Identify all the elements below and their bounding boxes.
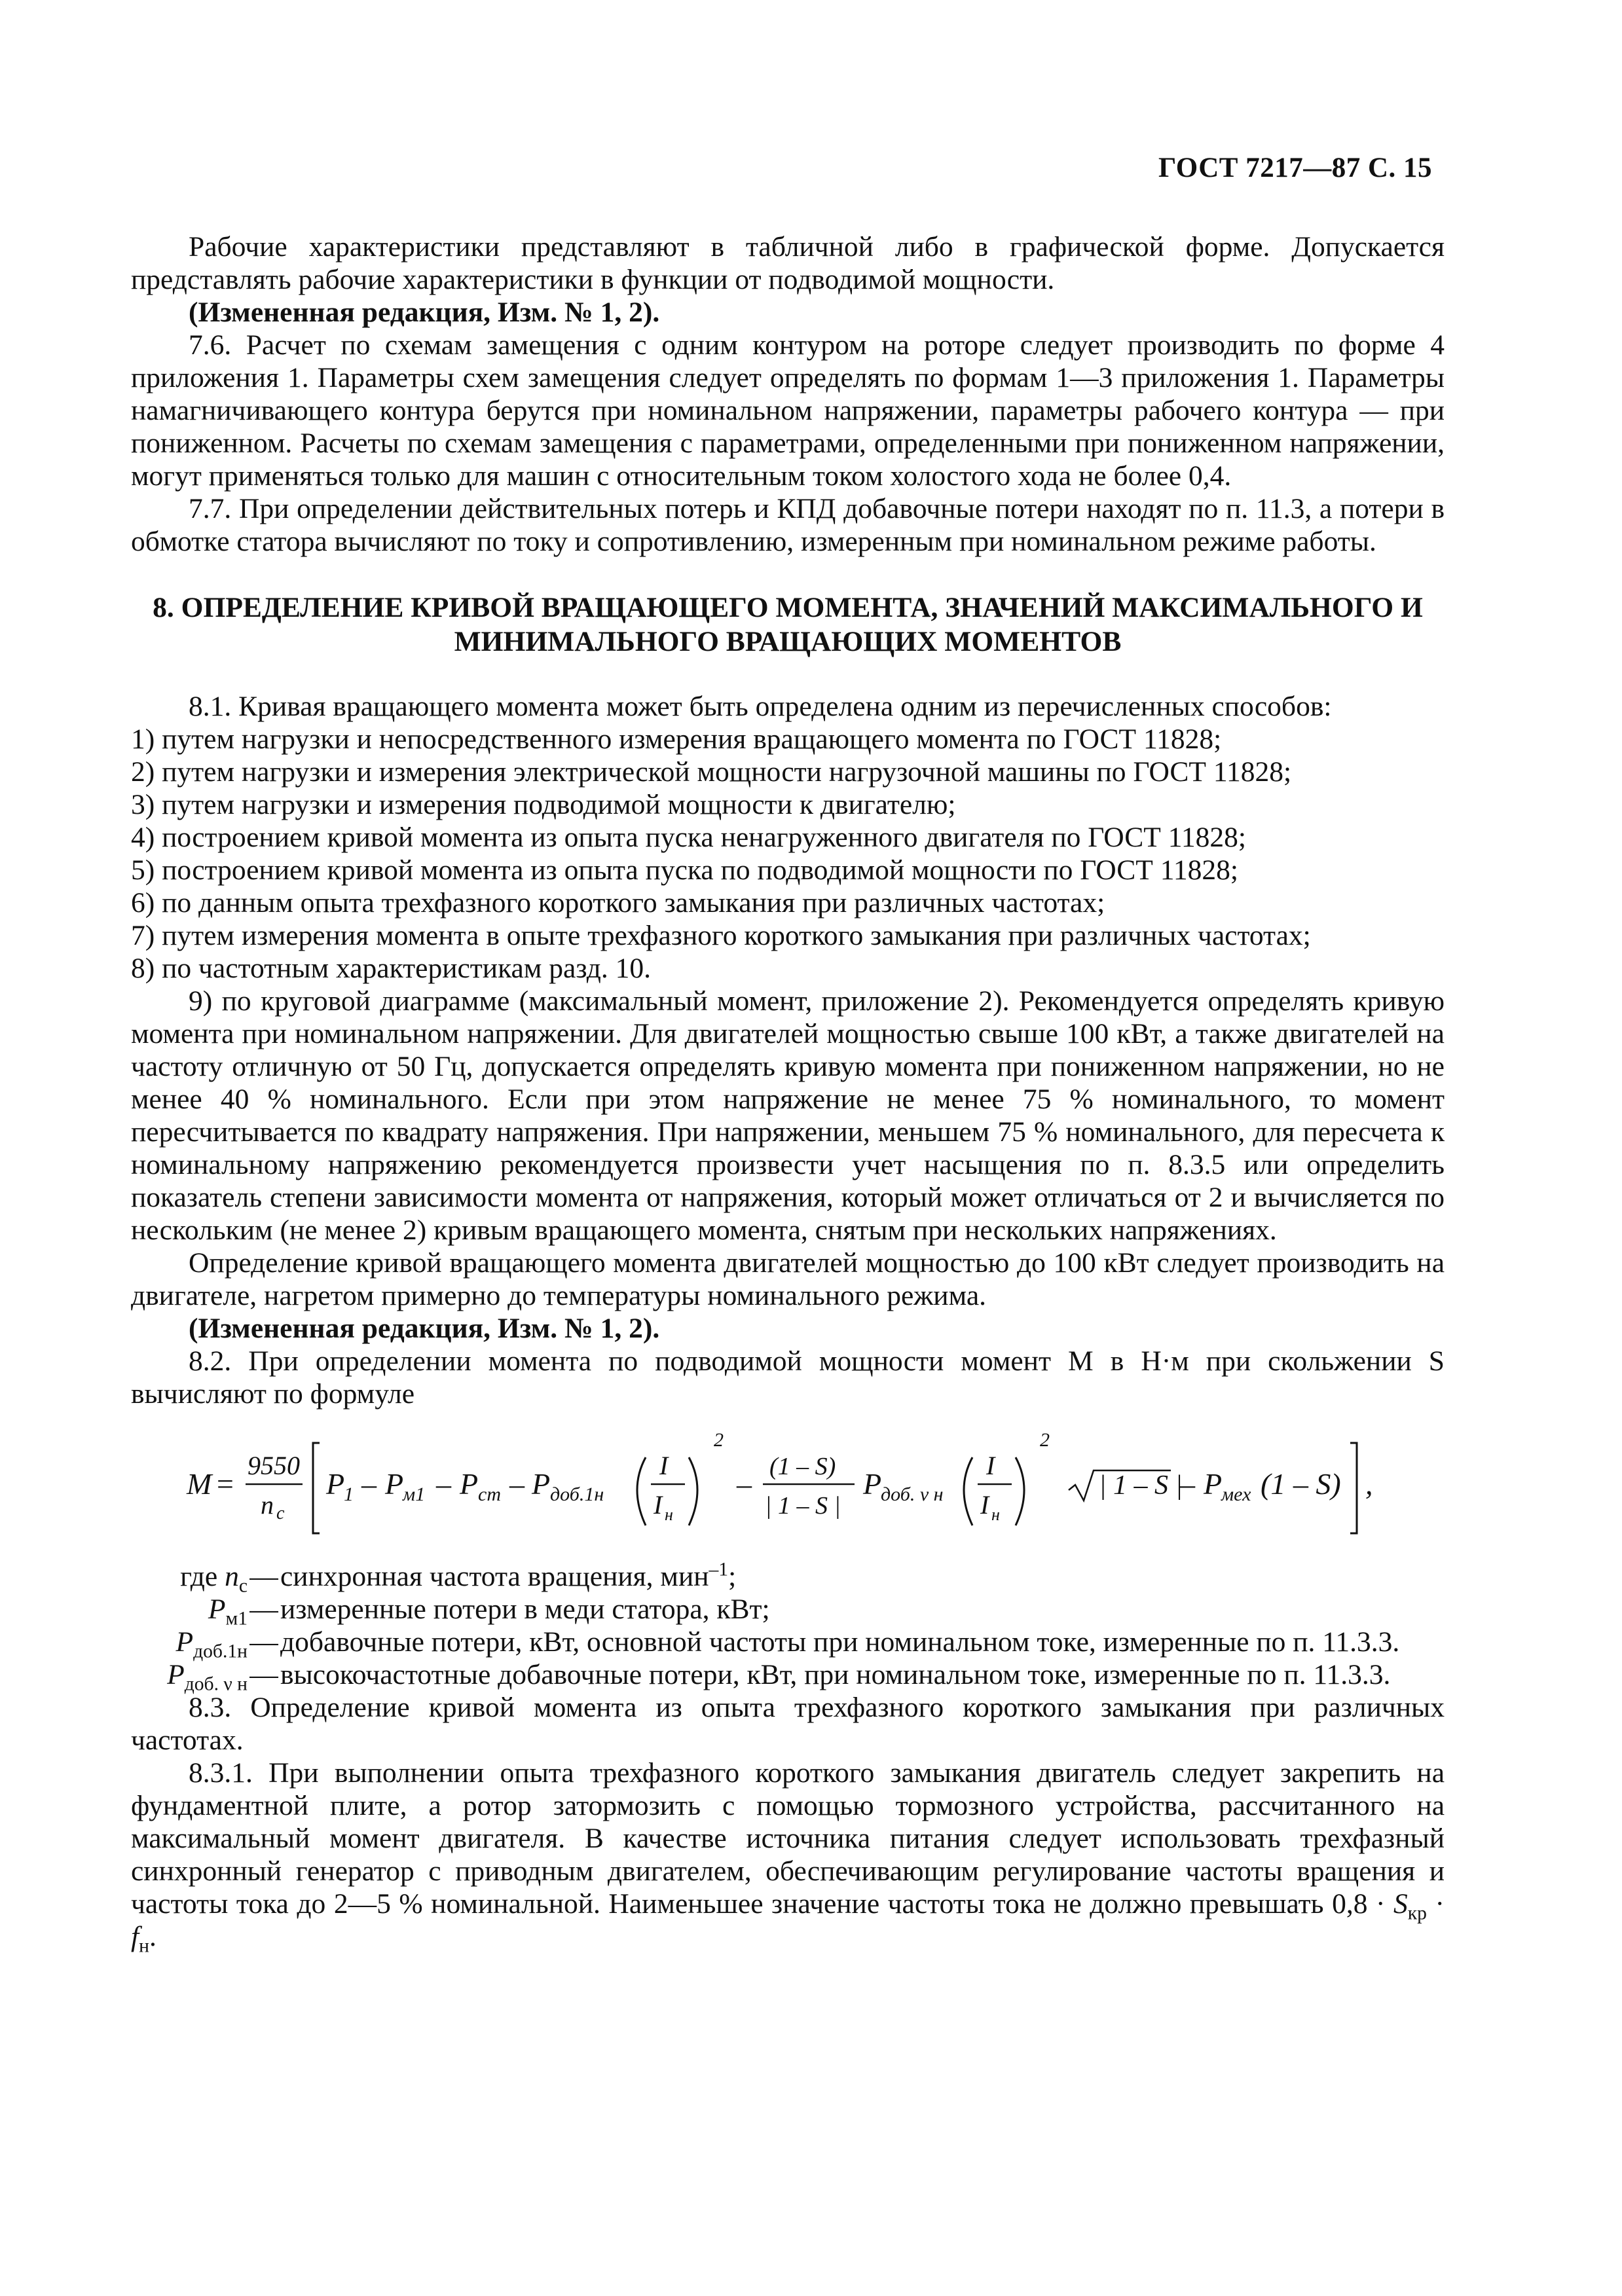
- svg-text:мех: мех: [1221, 1484, 1251, 1505]
- svg-text:c: c: [276, 1503, 285, 1523]
- formula-lhs: M: [187, 1467, 212, 1501]
- document-body: [131, 230, 1445, 1957]
- svg-text:=: =: [215, 1467, 236, 1501]
- paragraph-torque-curve-definition: Определение кривой вращающего момента двигателей мощностью до 100 кВт следует производить на двигателе, нагретом примерно до температуры номинального режима.: [131, 1247, 1445, 1311]
- list-item: 1) путем нагрузки и непосредственного измерения вращающего момента по ГОСТ 11828;: [131, 723, 1222, 755]
- svg-text:н: н: [991, 1505, 1000, 1524]
- svg-text:n: n: [261, 1490, 274, 1520]
- list-item: 3) путем нагрузки и измерения подводимой мощности к двигателю;: [131, 789, 956, 820]
- definition-row: $P_{м1}$ — измеренные потери в меди статора, кВт;: [208, 1594, 770, 1630]
- paragraph-7-7: 7.7. При определении действительных потерь и КПД добавочные потери находят по п. 11.3, а потери в обмотке статора вычисляют по току и сопротивлению, измеренным при номинальном режиме работы.: [131, 493, 1445, 557]
- svg-text:1: 1: [344, 1484, 354, 1505]
- list-item: 5) построением кривой момента из опыта пуска по подводимой мощности по ГОСТ 11828;: [131, 854, 1238, 886]
- svg-text:I: I: [980, 1490, 989, 1520]
- paragraph-8-3-1: 8.3.1. При выполнении опыта трехфазного короткого замыкания двигатель следует закрепить на фундаментной плите, а ротор затормозить с помощью тормозного устройства, рассчитанного на максимальный момент двигателя. В качестве источника питания следует использовать трехфазный синхронный генератор с приводным двигателем, обеспечивающим регулирование частоты вращения и частоты тока до 2—5 % номинальной. Наименьшее значение частоты тока не должно превышать $0,8 \cdot S_{кр} \cdot f_н$.: [131, 1757, 1445, 1957]
- svg-text:(1 – S): (1 – S): [769, 1453, 836, 1480]
- svg-text:м1: м1: [403, 1484, 426, 1505]
- svg-text:2: 2: [1040, 1429, 1050, 1451]
- svg-text:I: I: [659, 1451, 669, 1480]
- svg-text:ст: ст: [478, 1484, 501, 1505]
- paragraph-8-2: 8.2. При определении момента по подводимой мощности момент М в Н·м при скольжении S вычисляют по формуле: [131, 1345, 1445, 1410]
- torque-formula: [131, 1417, 1445, 1551]
- definition-row: где $n_с$ — синхронная частота вращения, мин$^{-1}$;: [180, 1559, 737, 1597]
- svg-text:–: –: [1180, 1467, 1195, 1501]
- list-item: 2) путем нагрузки и измерения электрической мощности нагрузочной машины по ГОСТ 11828;: [131, 756, 1292, 788]
- svg-text:| 1 – S |: | 1 – S |: [1099, 1470, 1183, 1501]
- svg-text:–: –: [361, 1467, 377, 1501]
- page-header: ГОСТ 7217—87 С. 15: [1158, 153, 1432, 183]
- definition-row: $P_{доб. \nu н}$ — высокочастотные добавочные потери, кВт, при номинальном токе, измеренные по п. 11.3.3.: [167, 1659, 1391, 1695]
- svg-text:–: –: [737, 1467, 752, 1501]
- svg-text:P: P: [326, 1467, 345, 1501]
- svg-text:доб. ν н: доб. ν н: [881, 1484, 944, 1505]
- svg-text:доб.1н: доб.1н: [550, 1484, 604, 1505]
- list-item: 4) построением кривой момента из опыта пуска ненагруженного двигателя по ГОСТ 11828;: [131, 822, 1246, 853]
- paragraph-7-6: 7.6. Расчет по схемам замещения с одним контуром на роторе следует производить по форме 4 приложения 1. Параметры схем замещения следует определять по формам 1—3 приложения 1. Параметры намагничивающего контура берутся при номинальном напряжении, параметры рабочего контура — при пониженном. Расчеты по схемам замещения с параметрами, определенными при пониженном напряжении, могут применяться только для машин с относительным током холостого хода не более 0,4.: [131, 329, 1445, 492]
- svg-text:| 1 – S |: | 1 – S |: [765, 1492, 841, 1520]
- svg-text:–: –: [436, 1467, 451, 1501]
- svg-text:I: I: [654, 1490, 663, 1520]
- paragraph-8-3: 8.3. Определение кривой момента из опыта трехфазного короткого замыкания при различных частотах.: [131, 1692, 1445, 1756]
- amendment-note: (Измененная редакция, Изм. № 1, 2).: [189, 297, 660, 328]
- svg-text:(1 – S): (1 – S): [1261, 1467, 1341, 1501]
- svg-text:P: P: [1204, 1467, 1223, 1501]
- variable-definitions: [131, 1559, 1445, 1695]
- svg-text:2: 2: [714, 1429, 724, 1451]
- svg-text:I: I: [986, 1451, 995, 1480]
- list-item: 8) по частотным характеристикам разд. 10.: [131, 953, 651, 984]
- section-8-title: 8. ОПРЕДЕЛЕНИЕ КРИВОЙ ВРАЩАЮЩЕГО МОМЕНТА, ЗНАЧЕНИЙ МАКСИМАЛЬНОГО И МИНИМАЛЬНОГО ВРАЩАЮЩИХ МОМЕНТОВ: [153, 592, 1423, 657]
- svg-text:,: ,: [1365, 1467, 1373, 1501]
- svg-text:–: –: [509, 1467, 525, 1501]
- svg-text:P: P: [385, 1467, 404, 1501]
- formula-coef-num: 9550: [248, 1451, 300, 1480]
- paragraph-8-1: 8.1. Кривая вращающего момента может быть определена одним из перечисленных способов:: [189, 691, 1332, 722]
- svg-text:P: P: [460, 1467, 479, 1501]
- svg-text:н: н: [665, 1505, 673, 1524]
- svg-text:P: P: [863, 1467, 882, 1501]
- paragraph-working-characteristics: Рабочие характеристики представляют в табличной либо в графической форме. Допускается представлять рабочие характеристики в функции от подводимой мощности.: [131, 231, 1445, 295]
- list-item: 6) по данным опыта трехфазного короткого замыкания при различных частотах;: [131, 887, 1105, 919]
- list-item-9: 9) по круговой диаграмме (максимальный момент, приложение 2). Рекомендуется определять кривую момента при номинальном напряжении. Для двигателей мощностью свыше 100 кВт, а также двигателей на частоту отличную от 50 Гц, допускается определять кривую момента при пониженном напряжении, но не менее 40 % номинального. Если при этом напряжение не менее 75 % номинального, то момент пересчитывается по квадрату напряжения. При напряжении, меньшем 75 % номинального, для пересчета к номинальному напряжению рекомендуется произвести учет насыщения по п. 8.3.5 или определить показатель степени зависимости момента от напряжения, который может отличаться от 2 и вычисляется по нескольким (не менее 2) кривым вращающего момента, снятым при нескольких напряжениях.: [131, 985, 1445, 1246]
- list-item: 7) путем измерения момента в опыте трехфазного короткого замыкания при различных частотах;: [131, 920, 1311, 951]
- svg-text:P: P: [532, 1467, 551, 1501]
- frequency-limit-expression: $0,8 \cdot S_{кр} \cdot f_н$.: [131, 1888, 1445, 1957]
- definition-row: $P_{доб.1н}$ — добавочные потери, кВт, основной частоты при номинальном токе, измеренные по п. 11.3.3.: [175, 1626, 1400, 1662]
- amendment-note: (Измененная редакция, Изм. № 1, 2).: [189, 1313, 660, 1344]
